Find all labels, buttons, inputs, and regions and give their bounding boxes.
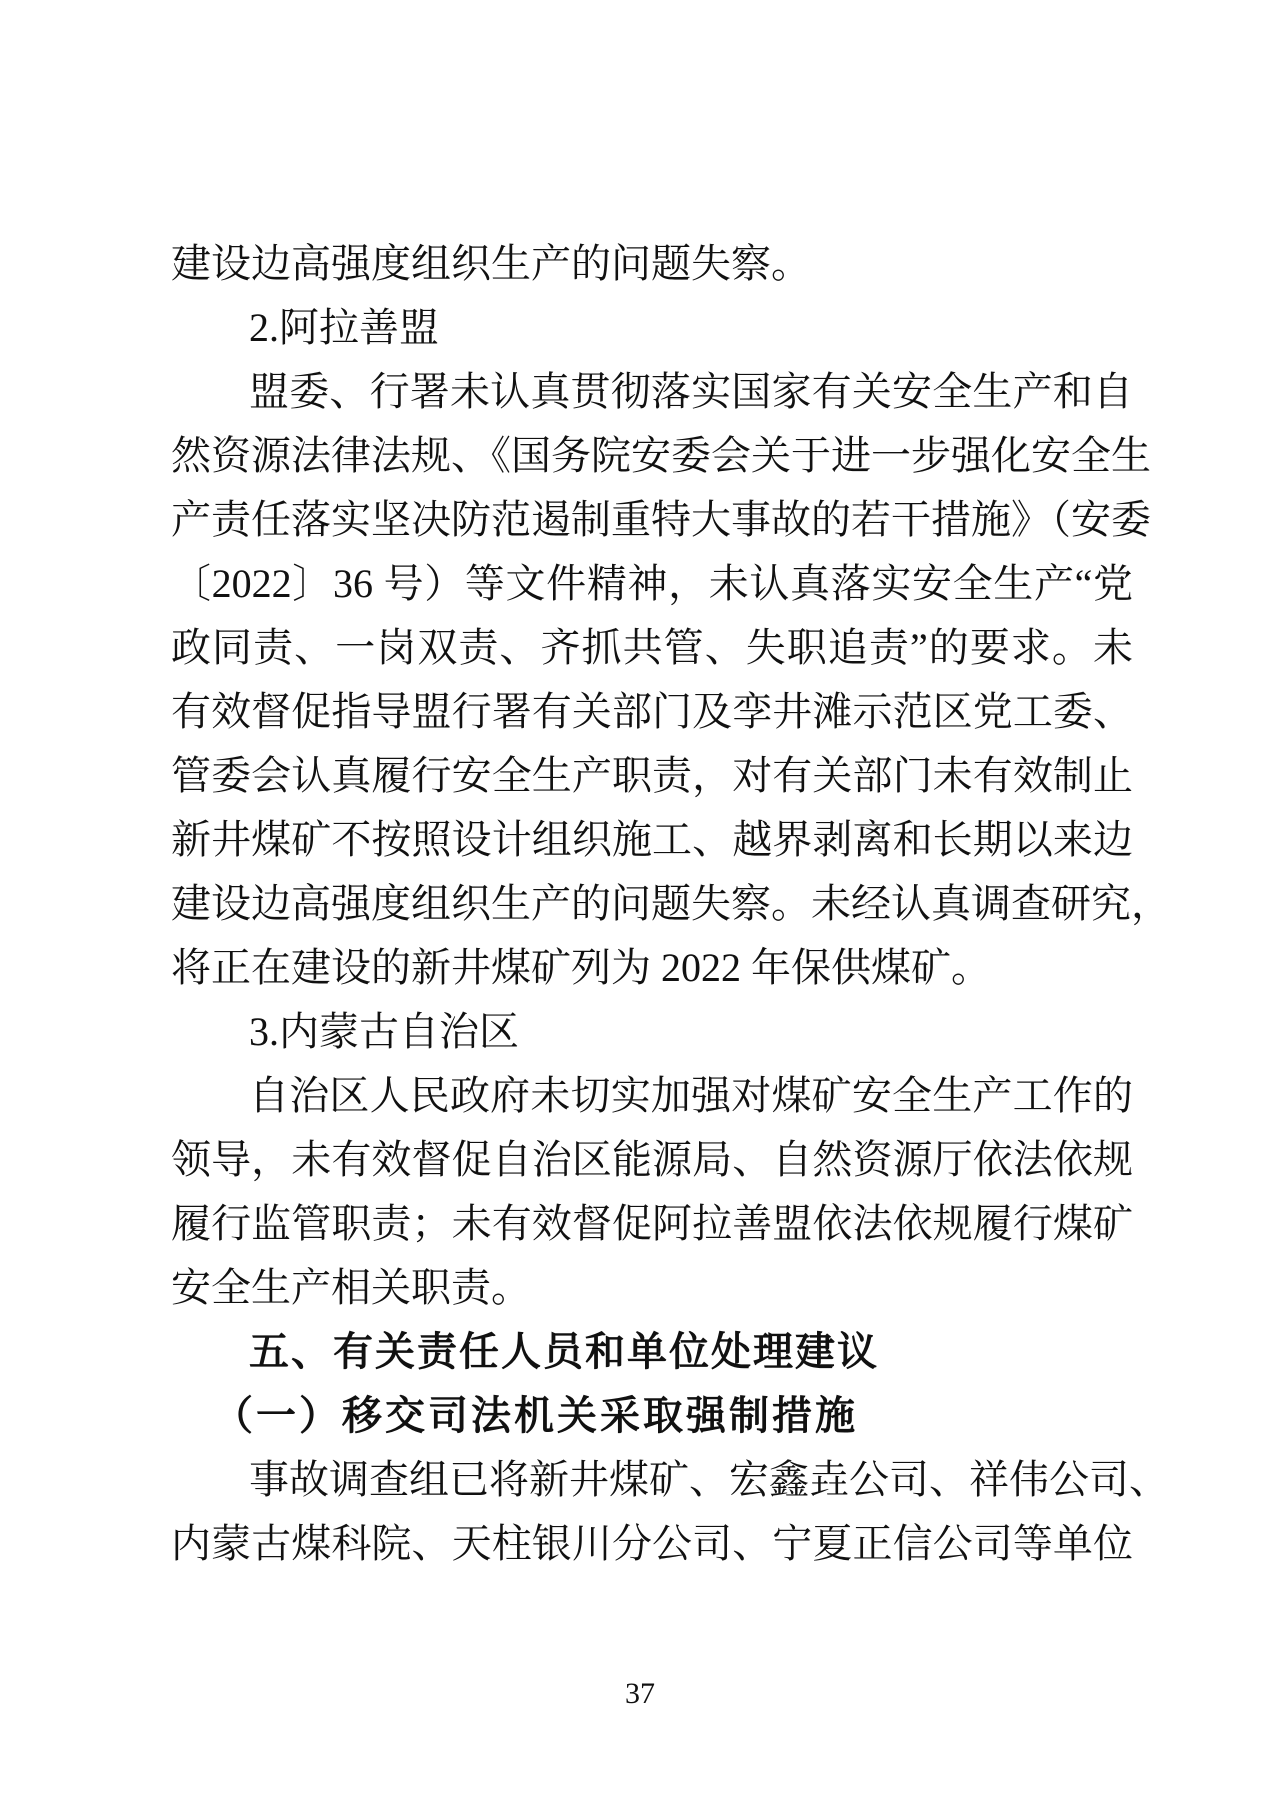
text-line: 事故调查组已将新井煤矿、宏鑫垚公司、祥伟公司、 (249, 1457, 1169, 1502)
text-line: 管委会认真履行安全生产职责，对有关部门未有效制止 (171, 753, 1133, 798)
page-number: 37 (625, 1677, 655, 1710)
text-line: 新井煤矿不按照设计组织施工、越界剥离和长期以来边 (171, 817, 1133, 862)
text-block (171, 232, 1171, 1576)
text-line: 五、有关责任人员和单位处理建议 (249, 1330, 879, 1374)
text-line: 建设边高强度组织生产的问题失察。未经认真调查研究， (171, 881, 1171, 926)
text-line: 有效督促指导盟行署有关部门及孪井滩示范区党工委、 (171, 689, 1133, 734)
text-line: 领导，未有效督促自治区能源局、自然资源厅依法依规 (171, 1137, 1133, 1182)
text-line: 将正在建设的新井煤矿列为 2022 年保供煤矿。 (171, 945, 991, 990)
text-line: 建设边高强度组织生产的问题失察。 (171, 241, 811, 286)
text-line: 产责任落实坚决防范遏制重特大事故的若干措施》（安委 (171, 497, 1151, 542)
text-line: （一）移交司法机关采取强制措施 (213, 1393, 858, 1438)
text-line: 然资源法律法规、《国务院安委会关于进一步强化安全生 (171, 433, 1151, 478)
text-line: 安全生产相关职责。 (171, 1265, 531, 1310)
text-line: 盟委、行署未认真贯彻落实国家有关安全生产和自 (249, 369, 1133, 414)
text-line: 〔2022〕36 号）等文件精神，未认真落实安全生产“党 (171, 561, 1133, 606)
text-line: 履行监管职责；未有效督促阿拉善盟依法依规履行煤矿 (171, 1201, 1133, 1246)
text-line: 2.阿拉善盟 (249, 305, 439, 350)
text-line: 自治区人民政府未切实加强对煤矿安全生产工作的 (249, 1073, 1133, 1118)
text-line: 政同责、一岗双责、齐抓共管、失职追责”的要求。未 (171, 625, 1133, 670)
text-line: 内蒙古煤科院、天柱银川分公司、宁夏正信公司等单位 (171, 1521, 1133, 1566)
text-line: 3.内蒙古自治区 (249, 1009, 519, 1054)
